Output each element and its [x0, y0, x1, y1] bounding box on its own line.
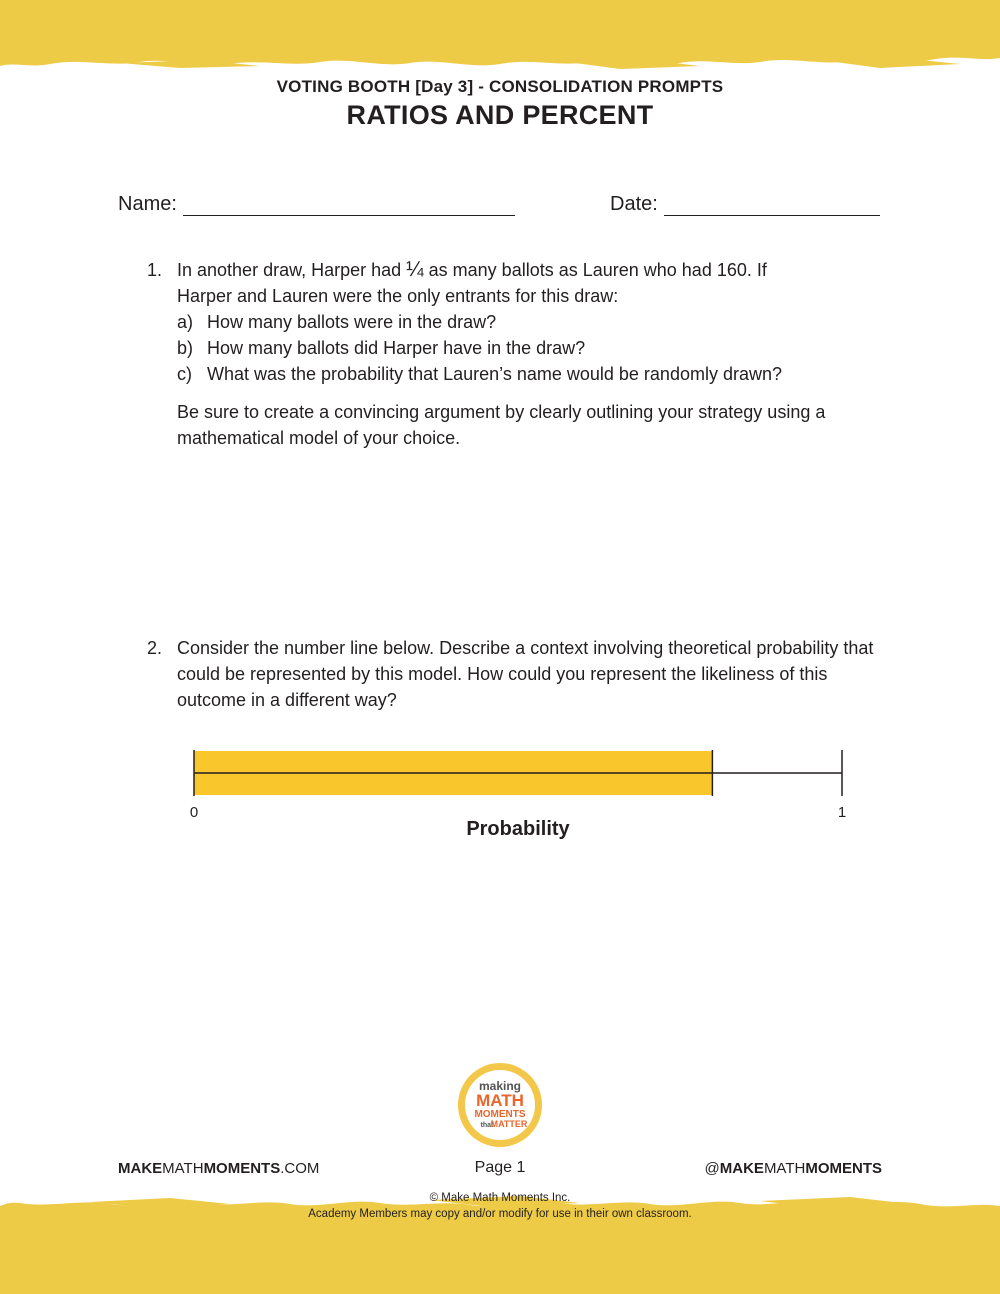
part-text: What was the probability that Lauren’s name would be randomly drawn?	[207, 364, 782, 384]
logo-text-matter: MATTER	[490, 1119, 528, 1129]
footer-website-part: MOMENTS	[203, 1160, 281, 1177]
question-1-part-b	[177, 335, 887, 361]
footer-handle-part: MOMENTS	[805, 1160, 882, 1177]
question-1-intro-start: In another draw, Harper had	[177, 260, 407, 280]
name-blank-line[interactable]	[183, 195, 515, 216]
name-field	[118, 193, 515, 216]
question-2-number: 2.	[147, 638, 163, 658]
copyright-block	[0, 1190, 1000, 1222]
copyright-line: © Make Math Moments Inc.	[429, 1192, 571, 1204]
part-text: How many ballots did Harper have in the draw?	[207, 338, 586, 358]
license-line: Academy Members may copy and/or modify for use in their own classroom.	[308, 1208, 692, 1220]
footer-website-part: MAKE	[118, 1160, 163, 1177]
question-2-text: Consider the number line below. Describe a context involving theoretical probability that could be represented by this model. How could you represent the likeliness of this outcome in a different way?	[177, 638, 874, 710]
footer-handle-part: @	[704, 1160, 720, 1177]
top-brush-border	[0, 0, 1000, 80]
logo-text-moments: MOMENTS	[474, 1109, 526, 1120]
footer-website-part: .COM	[280, 1160, 320, 1177]
part-text: How many ballots were in the draw?	[207, 312, 497, 332]
question-1-part-c	[177, 361, 887, 387]
tick-label-one: 1	[837, 804, 847, 821]
date-blank-line[interactable]	[664, 195, 880, 216]
worksheet-title: RATIOS AND PERCENT	[346, 100, 654, 130]
part-letter: c)	[177, 364, 192, 384]
probability-number-line	[180, 745, 860, 825]
logo-text-that: that	[480, 1122, 494, 1129]
question-1-instruction: Be sure to create a convincing argument by clearly outlining your strategy using a mathematical model of your choice.	[177, 402, 826, 448]
part-letter: a)	[177, 312, 194, 332]
page-number: Page 1	[474, 1159, 526, 1176]
number-line-axis-title: Probability	[466, 818, 570, 840]
question-2	[147, 635, 887, 713]
question-1-part-a	[177, 309, 887, 335]
question-1-intro	[177, 257, 887, 283]
question-1-intro-line2: Harper and Lauren were the only entrants for this draw:	[177, 286, 619, 306]
worksheet-subtitle: VOTING BOOTH [Day 3] - CONSOLIDATION PROMPTS	[276, 77, 724, 96]
tick-label-zero: 0	[189, 804, 199, 821]
footer-website-part: MATH	[162, 1160, 204, 1177]
name-label: Name:	[118, 193, 177, 215]
question-1	[147, 257, 887, 451]
footer-social-handle[interactable]	[705, 1160, 882, 1177]
make-math-moments-logo	[457, 1062, 543, 1148]
footer-handle-part: MATH	[763, 1160, 806, 1177]
date-field	[610, 193, 880, 216]
part-letter: b)	[177, 338, 194, 358]
logo-text-making: making	[478, 1079, 522, 1093]
question-1-number: 1.	[147, 260, 163, 280]
footer-handle-part: MAKE	[719, 1160, 764, 1177]
question-1-intro-end: as many ballots as Lauren who had 160. If	[423, 260, 767, 280]
date-label: Date:	[610, 193, 658, 215]
logo-text-math: MATH	[476, 1091, 524, 1110]
fraction-one-quarter: ¼	[406, 258, 424, 281]
